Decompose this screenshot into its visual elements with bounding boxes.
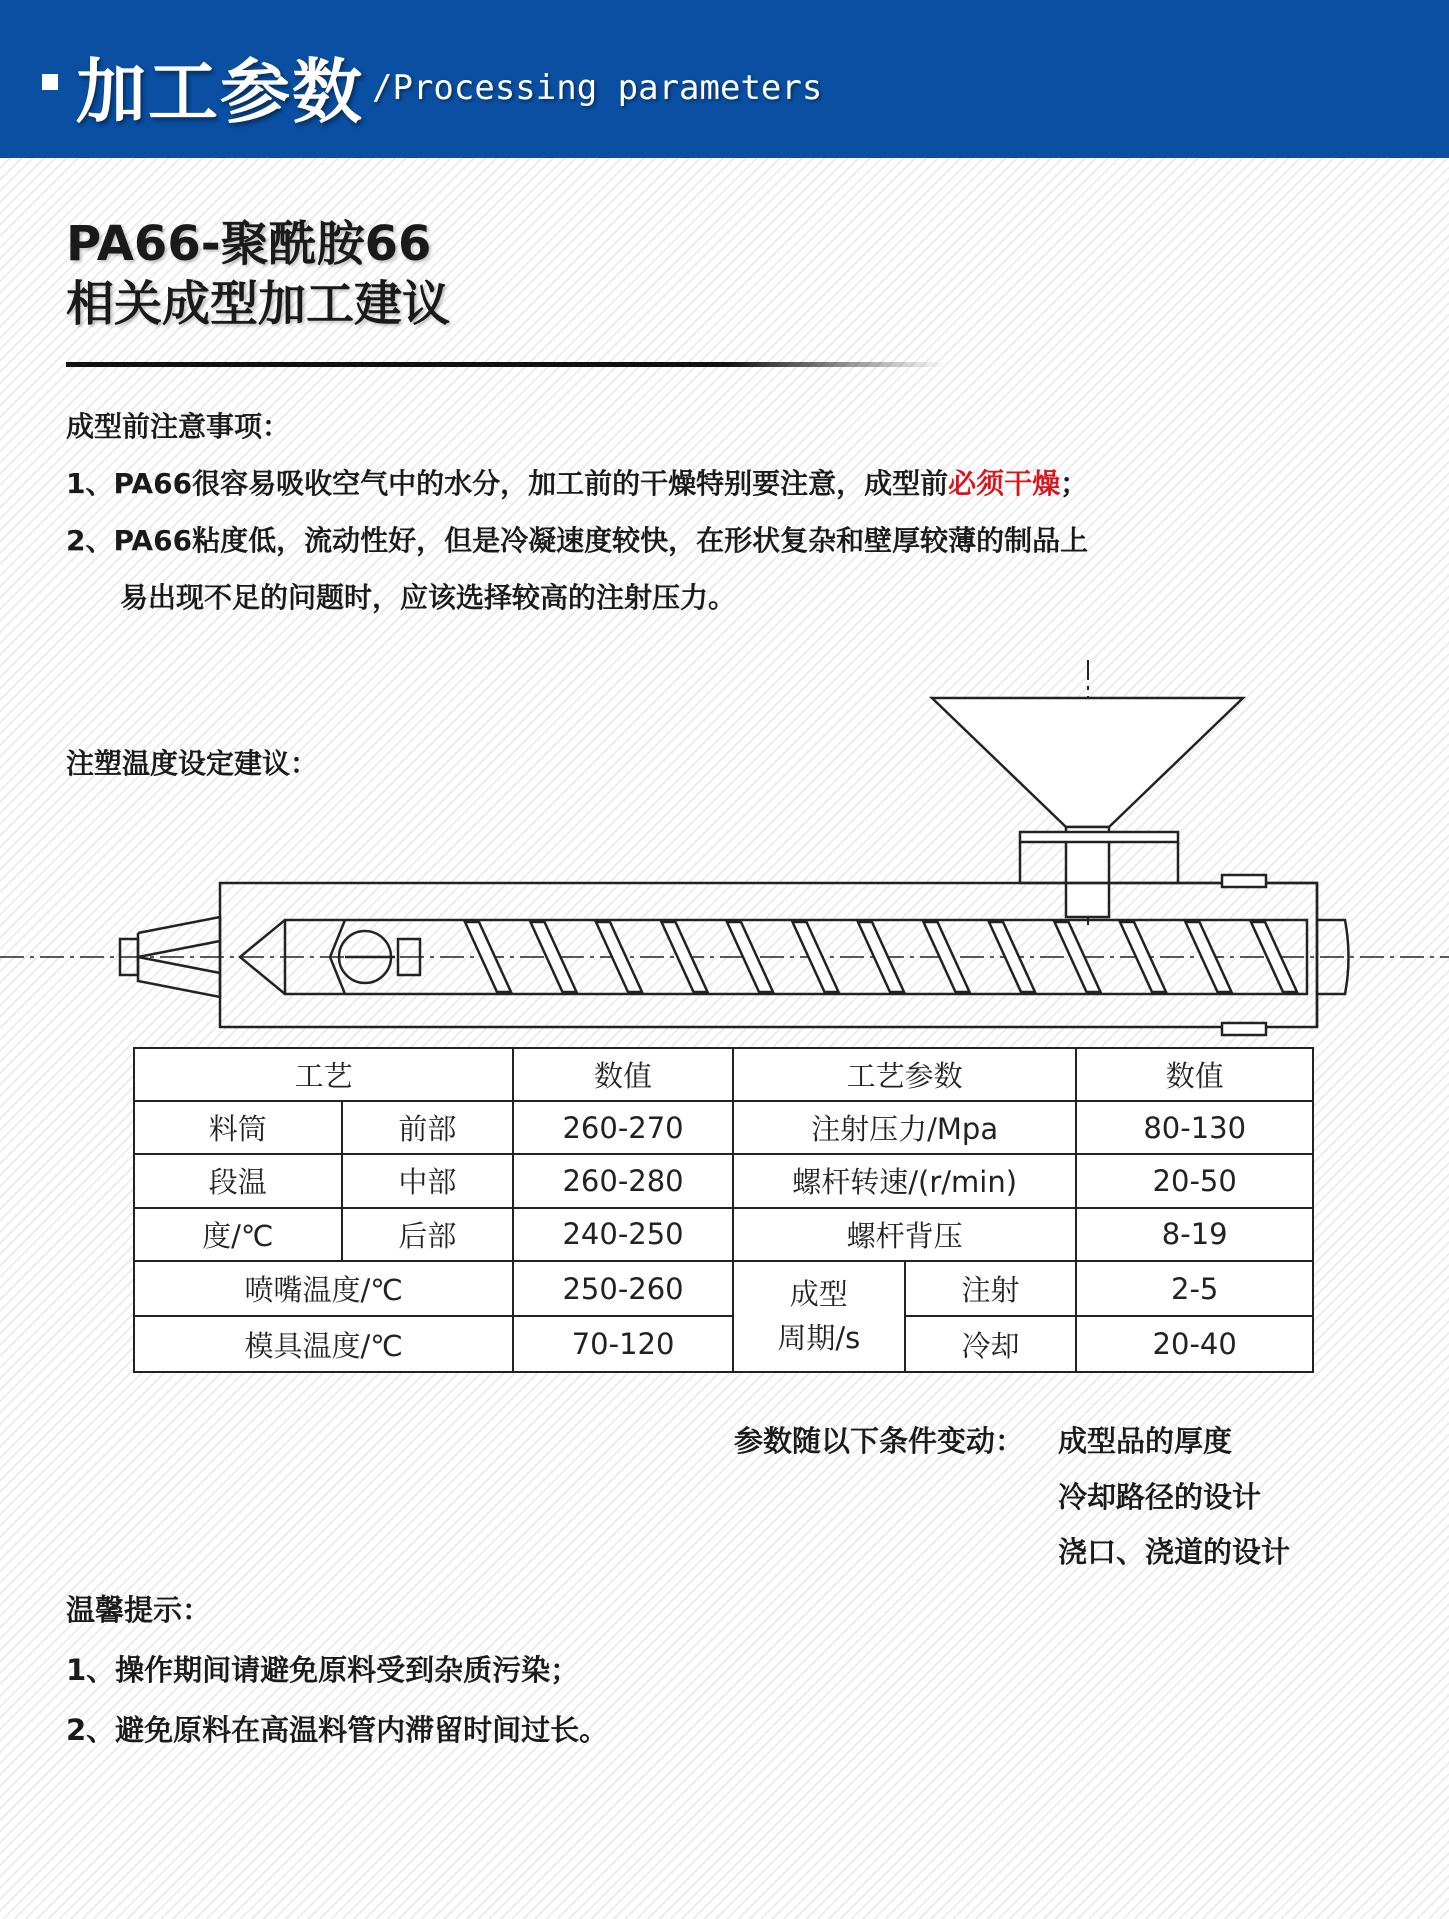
screw-flight [989,922,1035,992]
table-header-parameter: 工艺参数 [733,1048,1077,1101]
mold-temp-label: 模具温度/℃ [134,1316,513,1372]
zone-front: 前部 [342,1101,514,1154]
cycle-label-line1: 成型 [789,1277,848,1312]
cooling-time-value: 20-40 [1076,1316,1313,1372]
product-title-line1: PA66-聚酰胺66 [66,216,432,272]
temperature-heading: 注塑温度设定建议： [66,747,319,780]
product-title [66,214,450,334]
mold-temp-value: 70-120 [513,1316,733,1372]
screw-speed-label: 螺杆转速/(r/min) [733,1154,1077,1207]
table-header-process: 工艺 [134,1048,513,1101]
hopper [932,698,1243,827]
table-row [134,1154,1313,1207]
injection-time-label: 注射 [905,1261,1077,1317]
section-title-english: /Processing parameters [372,68,823,108]
condition-item-1: 成型品的厚度 [1058,1424,1233,1458]
cooling-time-label: 冷却 [905,1316,1077,1372]
precaution-item-1-text: 1、PA66很容易吸收空气中的水分，加工前的干燥特别要注意，成型前 [66,467,949,500]
condition-item-2: 冷却路径的设计 [1058,1480,1262,1514]
table-header-row [134,1048,1313,1101]
zone-rear-value: 240-250 [513,1208,733,1261]
table-header-value: 数值 [513,1048,733,1101]
heater-band-top [1222,875,1266,887]
nozzle-temp-value: 250-260 [513,1261,733,1317]
screw-speed-value: 20-50 [1076,1154,1313,1207]
header-banner [0,0,1449,158]
zone-front-value: 260-270 [513,1101,733,1154]
table-row [134,1208,1313,1261]
injection-screw-diagram [0,655,1449,1055]
table-row [134,1316,1313,1372]
injection-time-value: 2-5 [1076,1261,1313,1317]
table-row [134,1261,1313,1317]
table-row [134,1101,1313,1154]
feed-flange [1020,832,1178,842]
cycle-label-line2: 周期/s [777,1321,861,1356]
injection-pressure-value: 80-130 [1076,1101,1313,1154]
back-pressure-label: 螺杆背压 [733,1208,1077,1261]
nozzle-temp-label: 喷嘴温度/℃ [134,1261,513,1317]
bullet-square-icon [42,74,58,90]
precaution-item-2-line2: 易出现不足的问题时，应该选择较高的注射压力。 [120,581,737,614]
precaution-item-2-line1: 2、PA66粘度低，流动性好，但是冷凝速度较快，在形状复杂和壁厚较薄的制品上 [66,524,1089,557]
process-parameter-table [133,1047,1314,1373]
must-dry-highlight: 必须干燥 [948,467,1061,500]
conditions-lead: 参数随以下条件变动： [734,1424,1025,1458]
injection-pressure-label: 注射压力/Mpa [733,1101,1077,1154]
precaution-item-1 [66,462,1088,502]
barrel-label-3: 度/℃ [134,1208,342,1261]
product-title-line2: 相关成型加工建议 [66,276,451,332]
section-title: 加工参数 [76,51,364,133]
zone-middle: 中部 [342,1154,514,1207]
heater-band-bottom [1222,1023,1266,1035]
tip-item-1: 1、操作期间请避免原料受到杂质污染； [66,1653,580,1687]
precaution-item-1-end: ； [1060,467,1089,500]
title-divider [66,362,946,367]
tip-item-2: 2、避免原料在高温料管内滞留时间过长。 [66,1713,609,1747]
zone-rear: 后部 [342,1208,514,1261]
back-pressure-value: 8-19 [1076,1208,1313,1261]
barrel [220,883,1317,1027]
table-header-value-2: 数值 [1076,1048,1313,1101]
precautions-heading: 成型前注意事项： [66,410,291,443]
barrel-label-1: 料筒 [134,1101,342,1154]
condition-item-3: 浇口、浇道的设计 [1058,1535,1291,1569]
tips-heading: 温馨提示： [66,1593,212,1627]
barrel-label-2: 段温 [134,1154,342,1207]
zone-middle-value: 260-280 [513,1154,733,1207]
cycle-label [733,1261,905,1372]
